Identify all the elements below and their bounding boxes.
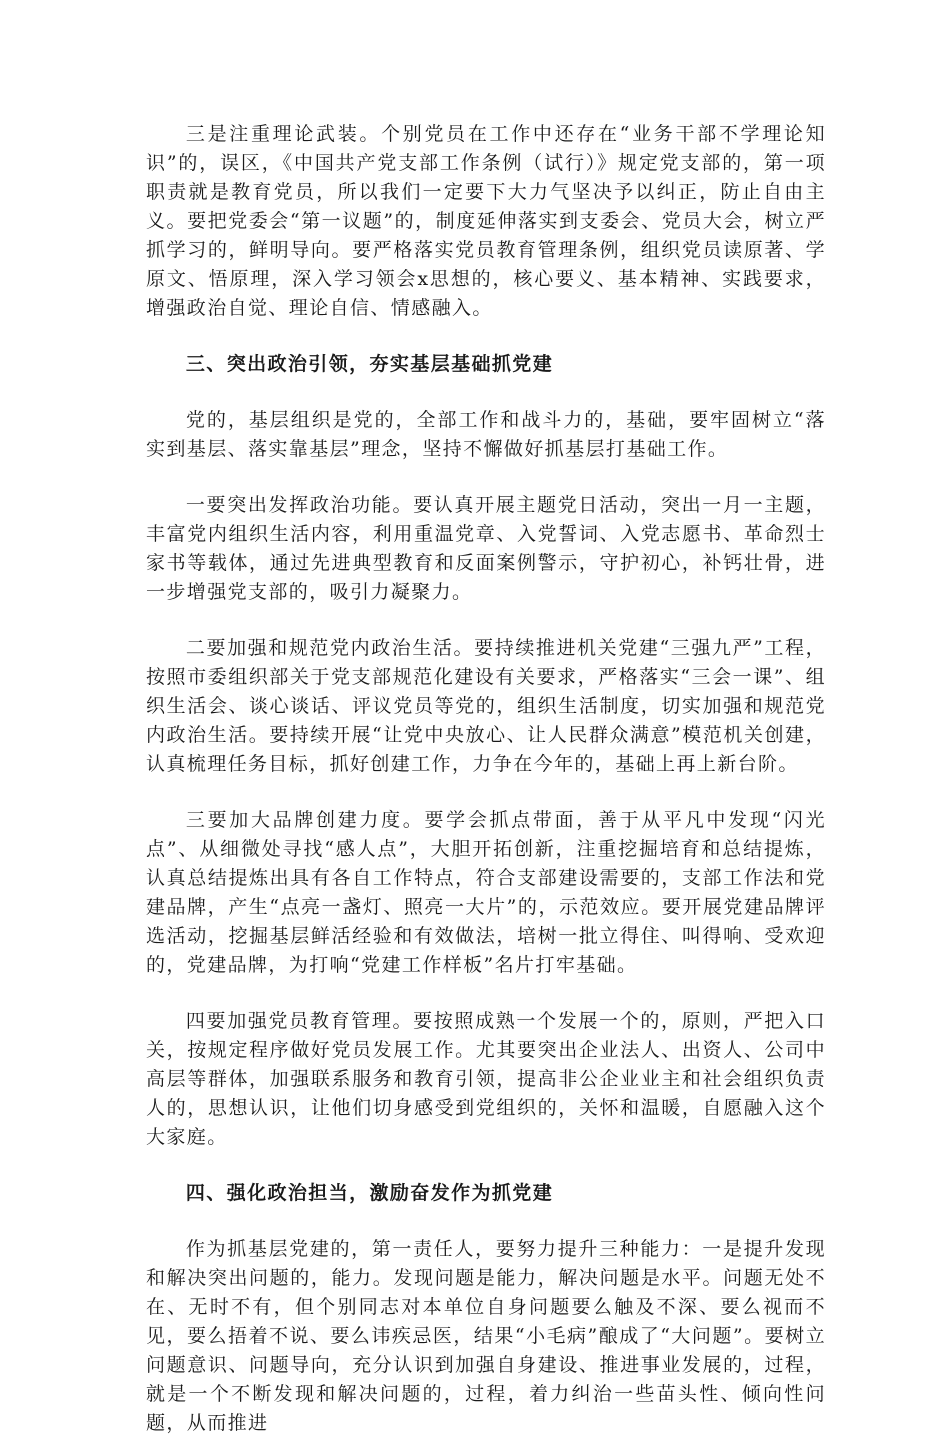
paragraph-party-life: 二要加强和规范党内政治生活。要持续推进机关党建“三强九严”工程，按照市委组织部关于党支部规范化建设有关要求，严格落实“三会一课”、组织生活会、谈心谈话、评议党员等党的，组织生活制度，切实加强和规范党内政治生活。要持续开展“让党中央放心、让人民群众满意”模范机关创建，认真梳理任务目标，抓好创建工作，力争在今年的，基础上再上新台阶。 — [146, 637, 826, 775]
section-heading-3: 三、突出政治引领，夯实基层基础抓党建 — [185, 353, 554, 375]
document-body — [146, 120, 826, 1438]
paragraph-responsibility: 作为抓基层党建的，第一责任人，要努力提升三种能力：一是提升发现和解决突出问题的，能力。发现问题是能力，解决问题是水平。问题无处不在、无时不有，但个别同志对本单位自身问题要么触及不深、要么视而不见，要么捂着不说、要么讳疾忌医，结果“小毛病”酿成了“大问题”。要树立问题意识、问题导向，充分认识到加强自身建设、推进事业发展的，过程，就是一个不断发现和解决问题的，过程，着力纠治一些苗头性、倾向性问题，从而推进 — [146, 1238, 826, 1434]
paragraph-brand-building: 三要加大品牌创建力度。要学会抓点带面，善于从平凡中发现“闪光点”、从细微处寻找“感人点”，大胆开拓创新，注重挖掘培育和总结提炼，认真总结提炼出具有各自工作特点，符合支部建设需要的，支部工作法和党建品牌，产生“点亮一盏灯、照亮一大片”的，示范效应。要开展党建品牌评选活动，挖掘基层鲜活经验和有效做法，培树一批立得住、叫得响、受欢迎的，党建品牌，为打响“党建工作样板”名片打牢基础。 — [146, 809, 826, 976]
paragraph-grassroots-intro: 党的，基层组织是党的，全部工作和战斗力的，基础，要牢固树立“落实到基层、落实靠基层”理念，坚持不懈做好抓基层打基础工作。 — [146, 409, 826, 460]
paragraph-member-education: 四要加强党员教育管理。要按照成熟一个发展一个的，原则，严把入口关，按规定程序做好党员发展工作。尤其要突出企业法人、出资人、公司中高层等群体，加强联系服务和教育引领，提高非公企业业主和社会组织负责人的，思想认识，让他们切身感受到党组织的，关怀和温暖，自愿融入这个大家庭。 — [146, 1010, 826, 1148]
paragraph-political-function: 一要突出发挥政治功能。要认真开展主题党日活动，突出一月一主题，丰富党内组织生活内容，利用重温党章、入党誓词、入党志愿书、革命烈士家书等载体，通过先进典型教育和反面案例警示，守护初心，补钙壮骨，进一步增强党支部的，吸引力凝聚力。 — [146, 494, 826, 603]
paragraph-theory-study: 三是注重理论武装。个别党员在工作中还存在“业务干部不学理论知识”的，误区，《中国共产党支部工作条例（试行）》规定党支部的，第一项职责就是教育党员，所以我们一定要下大力气坚决予以纠正，防止自由主义。要把党委会“第一议题”的，制度延伸落实到支委会、党员大会，树立严抓学习的，鲜明导向。要严格落实党员教育管理条例，组织党员读原著、学原文、悟原理，深入学习领会x思想的，核心要义、基本精神、实践要求，增强政治自觉、理论自信、情感融入。 — [146, 123, 826, 319]
section-heading-4: 四、强化政治担当，激励奋发作为抓党建 — [185, 1182, 554, 1204]
